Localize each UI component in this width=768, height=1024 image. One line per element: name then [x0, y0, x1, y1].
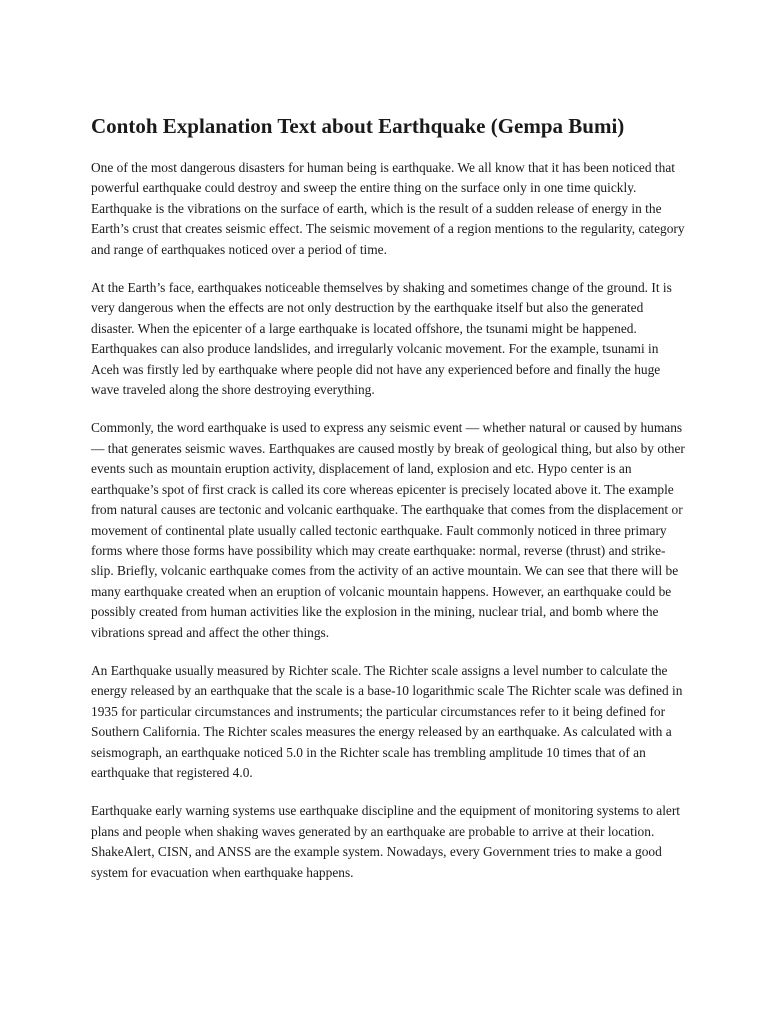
document-body	[91, 112, 687, 901]
paragraph-early-warning: Earthquake early warning systems use earthquake discipline and the equipment of monitoring systems to alert plans and people when shaking waves generated by an earthquake are probable to arrive at their location. ShakeAlert, CISN, and ANSS are the example system. Nowadays, every Government tries to make a good system for evacuation when earthquake happens.	[91, 803, 681, 880]
paragraph-intro: One of the most dangerous disasters for human being is earthquake. We all know that it has been noticed that powerful earthquake could destroy and sweep the entire thing on the surface only in one time quickly. Earthquake is the vibrations on the surface of earth, which is the result of a sudden release of energy in the Earth’s crust that creates seismic effect. The seismic movement of a region mentions to the regularity, category and range of earthquakes noticed over a period of time.	[91, 160, 685, 257]
paragraph-effects: At the Earth’s face, earthquakes noticeable themselves by shaking and sometimes change of the ground. It is very dangerous when the effects are not only destruction by the earthquake itself but also the generated disaster. When the epicenter of a large earthquake is located offshore, the tsunami might be happened. Earthquakes can also produce landslides, and irregularly volcanic movement. For the example, tsunami in Aceh was firstly led by earthquake where people did not have any experienced before and finally the huge wave traveled along the shore destroying everything.	[91, 280, 672, 398]
paragraph-causes: Commonly, the word earthquake is used to express any seismic event — whether natural or caused by humans — that generates seismic waves. Earthquakes are caused mostly by break of geological thing, but also by other events such as mountain eruption activity, displacement of land, explosion and etc. Hypo center is an earthquake’s spot of first crack is called its core whereas epicenter is precisely located above it. The example from natural causes are tectonic and volcanic earthquake. The earthquake that comes from the displacement or movement of continental plate usually called tectonic earthquake. Fault commonly noticed in three primary forms where those forms have possibility which may create earthquake: normal, reverse (thrust) and strike-slip. Briefly, volcanic earthquake comes from the activity of an active mountain. We can see that there will be many earthquake created when an eruption of volcanic mountain happens. However, an earthquake could be possibly created from human activities like the explosion in the mining, nuclear trial, and bomb where the vibrations spread and affect the other things.	[91, 420, 685, 640]
paragraph-richter-scale: An Earthquake usually measured by Richter scale. The Richter scale assigns a level number to calculate the energy released by an earthquake that the scale is a base-10 logarithmic scale The Richter scale was defined in 1935 for particular circumstances and instruments; the particular circumstances refer to it being defined for Southern California. The Richter scales measures the energy released by an earthquake. As calculated with a seismograph, an earthquake noticed 5.0 in the Richter scale has trembling amplitude 10 times that of an earthquake that registered 4.0.	[91, 662, 683, 780]
document-title: Contoh Explanation Text about Earthquake (Gempa Bumi)	[91, 114, 625, 138]
